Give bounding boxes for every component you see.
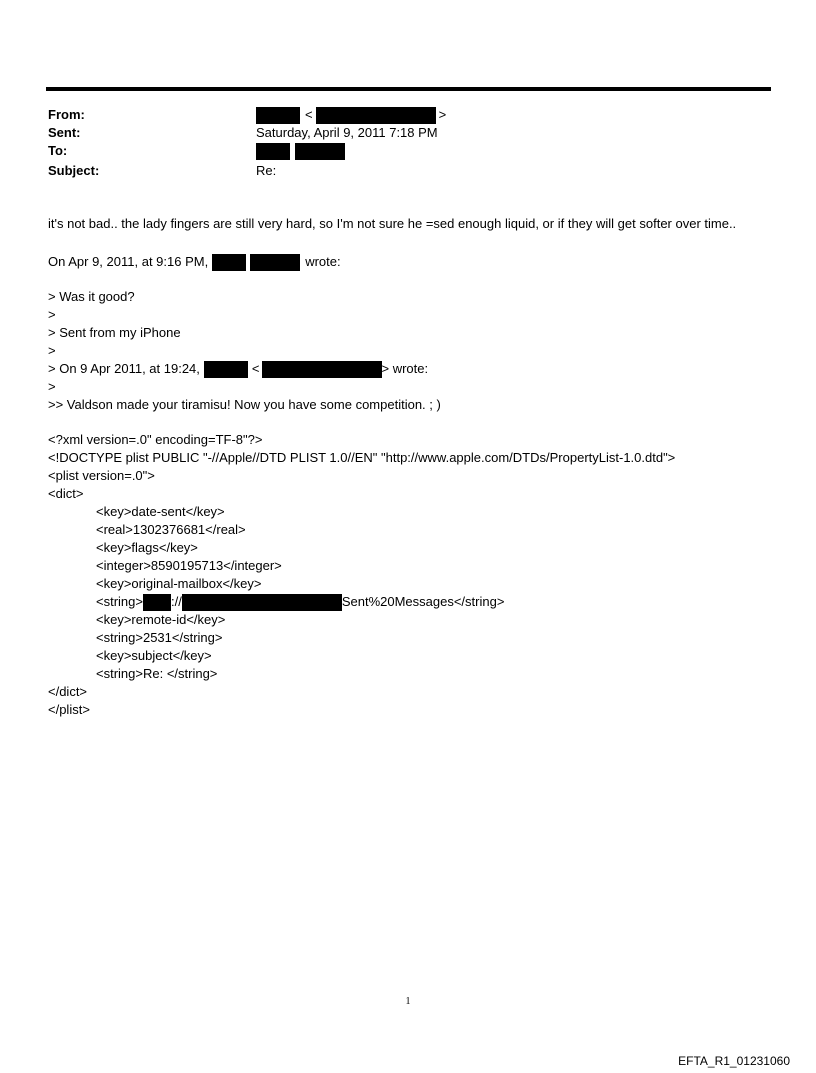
mailbox-separator: :// bbox=[170, 594, 182, 609]
message-body bbox=[48, 0, 778, 720]
plist-line: </plist> bbox=[48, 702, 90, 717]
email-open-bracket: < bbox=[305, 107, 313, 122]
mailbox-prefix: <string> bbox=[96, 594, 143, 609]
redacted-mailbox-scheme bbox=[143, 594, 171, 611]
mailbox-suffix: Sent%20Messages</string> bbox=[341, 594, 505, 609]
redacted-original-email bbox=[262, 361, 382, 378]
redacted-mailbox-path bbox=[182, 594, 342, 611]
email-close-bracket: > bbox=[438, 107, 447, 122]
quoted-attribution-prefix: > On 9 Apr 2011, at 19:24, bbox=[48, 361, 200, 376]
quoted-line: > Sent from my iPhone bbox=[48, 325, 181, 340]
quoted-line: > bbox=[48, 307, 56, 322]
subject-label: Subject: bbox=[48, 163, 100, 178]
reply-text: it's not bad.. the lady fingers are still very hard, so I'm not sure he =sed enough liquid, or if they will get softer over time.. bbox=[48, 216, 737, 231]
sent-value: Saturday, April 9, 2011 7:18 PM bbox=[256, 125, 438, 140]
plist-line: <real>1302376681</real> bbox=[96, 522, 246, 537]
plist-line: <key>original-mailbox</key> bbox=[96, 576, 262, 591]
plist-line: <key>remote-id</key> bbox=[96, 612, 226, 627]
bates-number: EFTA_R1_01231060 bbox=[678, 1054, 790, 1068]
redacted-quoted-first bbox=[212, 254, 246, 271]
attribution-prefix: On Apr 9, 2011, at 9:16 PM, bbox=[48, 254, 209, 269]
quoted-line: > Was it good? bbox=[48, 289, 135, 304]
to-label: To: bbox=[48, 143, 68, 158]
from-label: From: bbox=[48, 107, 85, 122]
redacted-original-sender bbox=[204, 361, 248, 378]
quoted-line: > bbox=[48, 379, 56, 394]
quoted-open-bracket: < bbox=[251, 361, 260, 376]
quote-attribution bbox=[48, 253, 341, 271]
redacted-quoted-last bbox=[250, 254, 300, 271]
plist-line: <integer>8590195713</integer> bbox=[96, 558, 282, 573]
plist-line: <string>2531</string> bbox=[96, 630, 223, 645]
quoted-line: > bbox=[48, 343, 56, 358]
sent-label: Sent: bbox=[48, 125, 81, 140]
plist-mailbox-line bbox=[48, 593, 504, 611]
attribution-wrote: wrote: bbox=[305, 254, 341, 269]
page-number: 1 bbox=[405, 996, 411, 1007]
plist-line: <key>subject</key> bbox=[96, 648, 212, 663]
quoted-attribution-line bbox=[48, 360, 428, 378]
plist-line: <key>flags</key> bbox=[96, 540, 198, 555]
plist-line: <?xml version=.0" encoding=TF-8"?> bbox=[48, 432, 263, 447]
plist-line: <!DOCTYPE plist PUBLIC "-//Apple//DTD PLIST 1.0//EN" "http://www.apple.com/DTDs/PropertyList-1.0.dtd"> bbox=[48, 450, 676, 465]
quoted-line: >> Valdson made your tiramisu! Now you have some competition. ; ) bbox=[48, 397, 441, 412]
plist-line: <string>Re: </string> bbox=[96, 666, 218, 681]
quoted-attribution-suffix: > wrote: bbox=[381, 361, 429, 376]
plist-line: <plist version=.0"> bbox=[48, 468, 155, 483]
subject-value: Re: bbox=[256, 163, 277, 178]
plist-line: <dict> bbox=[48, 486, 84, 501]
plist-line: <key>date-sent</key> bbox=[96, 504, 225, 519]
plist-line: </dict> bbox=[48, 684, 88, 699]
